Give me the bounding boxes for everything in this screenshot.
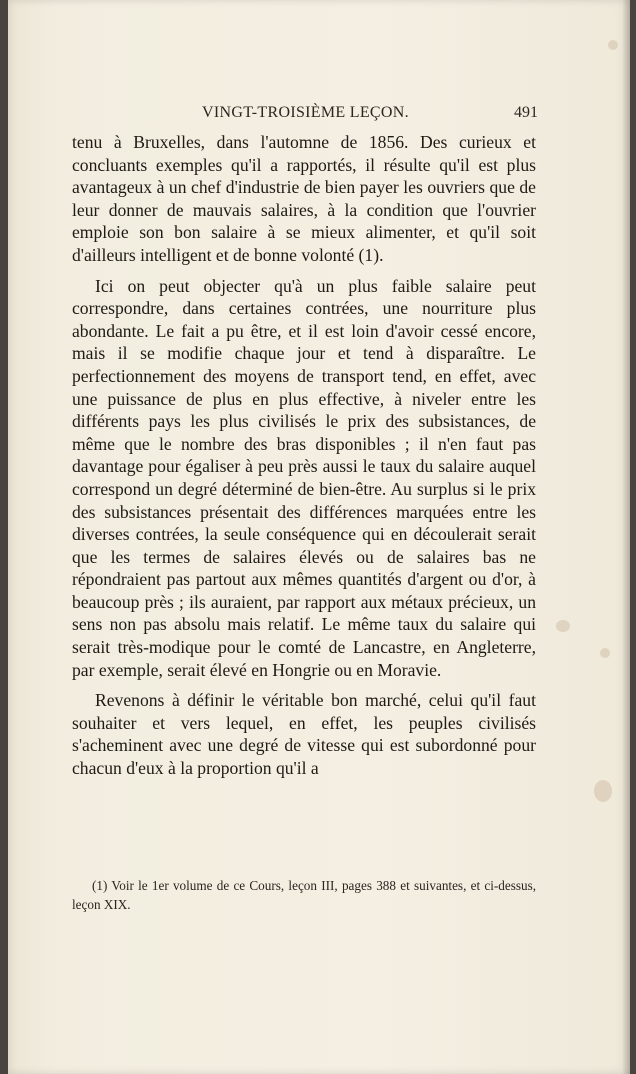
page-number: 491: [514, 104, 538, 121]
paragraph: Ici on peut objecter qu'à un plus faible salaire peut correspondre, dans certaines contrées, une nourriture plus abondante. Le fait a pu être, et il est loin d'avoir cessé encore, mais il se modifie chaque jour et tend à disparaître. Le perfectionnement des moyens de transport tend, en effet, avec une puissance de plus en plus effective, à niveler entre les différents pays les plus civilisés le prix des subsistances, de même que le nombre des bras disponibles ; il n'en faut pas davantage pour égaliser à peu près aussi le taux du salaire auquel correspond un degré déterminé de bien-être. Au surplus si le prix des subsistances présentait des différences marquées entre les diverses contrées, la seule conséquence qui en découlerait serait que les termes de salaires élevés ou de salaires bas ne répondraient pas partout aux mêmes quantités d'argent ou d'or, à beaucoup près ; ils auraient, par rapport aux métaux précieux, un sens non pas absolu mais relatif. Le même taux du salaire qui serait très-modique pour le comté de Lancastre, en Angleterre, par exemple, serait élevé en Hongrie ou en Moravie.: [72, 275, 536, 680]
main-text: [72, 131, 536, 788]
footnote: [72, 876, 536, 914]
foxing-stain: [600, 648, 610, 658]
paragraph: tenu à Bruxelles, dans l'automne de 1856. Des curieux et concluants exemples qu'il a rapportés, il résulte qu'il est plus avantageux à un chef d'industrie de bien payer les ouvriers que de leur donner de mauvais salaires, à la condition que l'ouvrier emploie son bon salaire à se mieux alimenter, et qu'il soit d'ailleurs intelligent et de bonne volonté (1).: [72, 132, 536, 265]
page-header: [68, 104, 538, 126]
book-page: [8, 0, 630, 1074]
foxing-stain: [556, 620, 570, 632]
paragraph: Revenons à définir le véritable bon marché, celui qu'il faut souhaiter et vers lequel, en effet, les peuples civilisés s'acheminent avec une degré de vitesse qui est subordonné pour chacun d'eux à la proportion qu'il a: [72, 690, 536, 779]
foxing-stain: [594, 780, 612, 802]
footnote-marker: (1): [92, 878, 108, 893]
footnote-text: Voir le 1er volume de ce Cours, leçon III, pages 388 et suivantes, et ci-dessus, leçon XIX.: [72, 878, 537, 912]
foxing-stain: [608, 40, 618, 50]
running-head: VINGT-TROISIÈME LEÇON.: [202, 104, 409, 121]
